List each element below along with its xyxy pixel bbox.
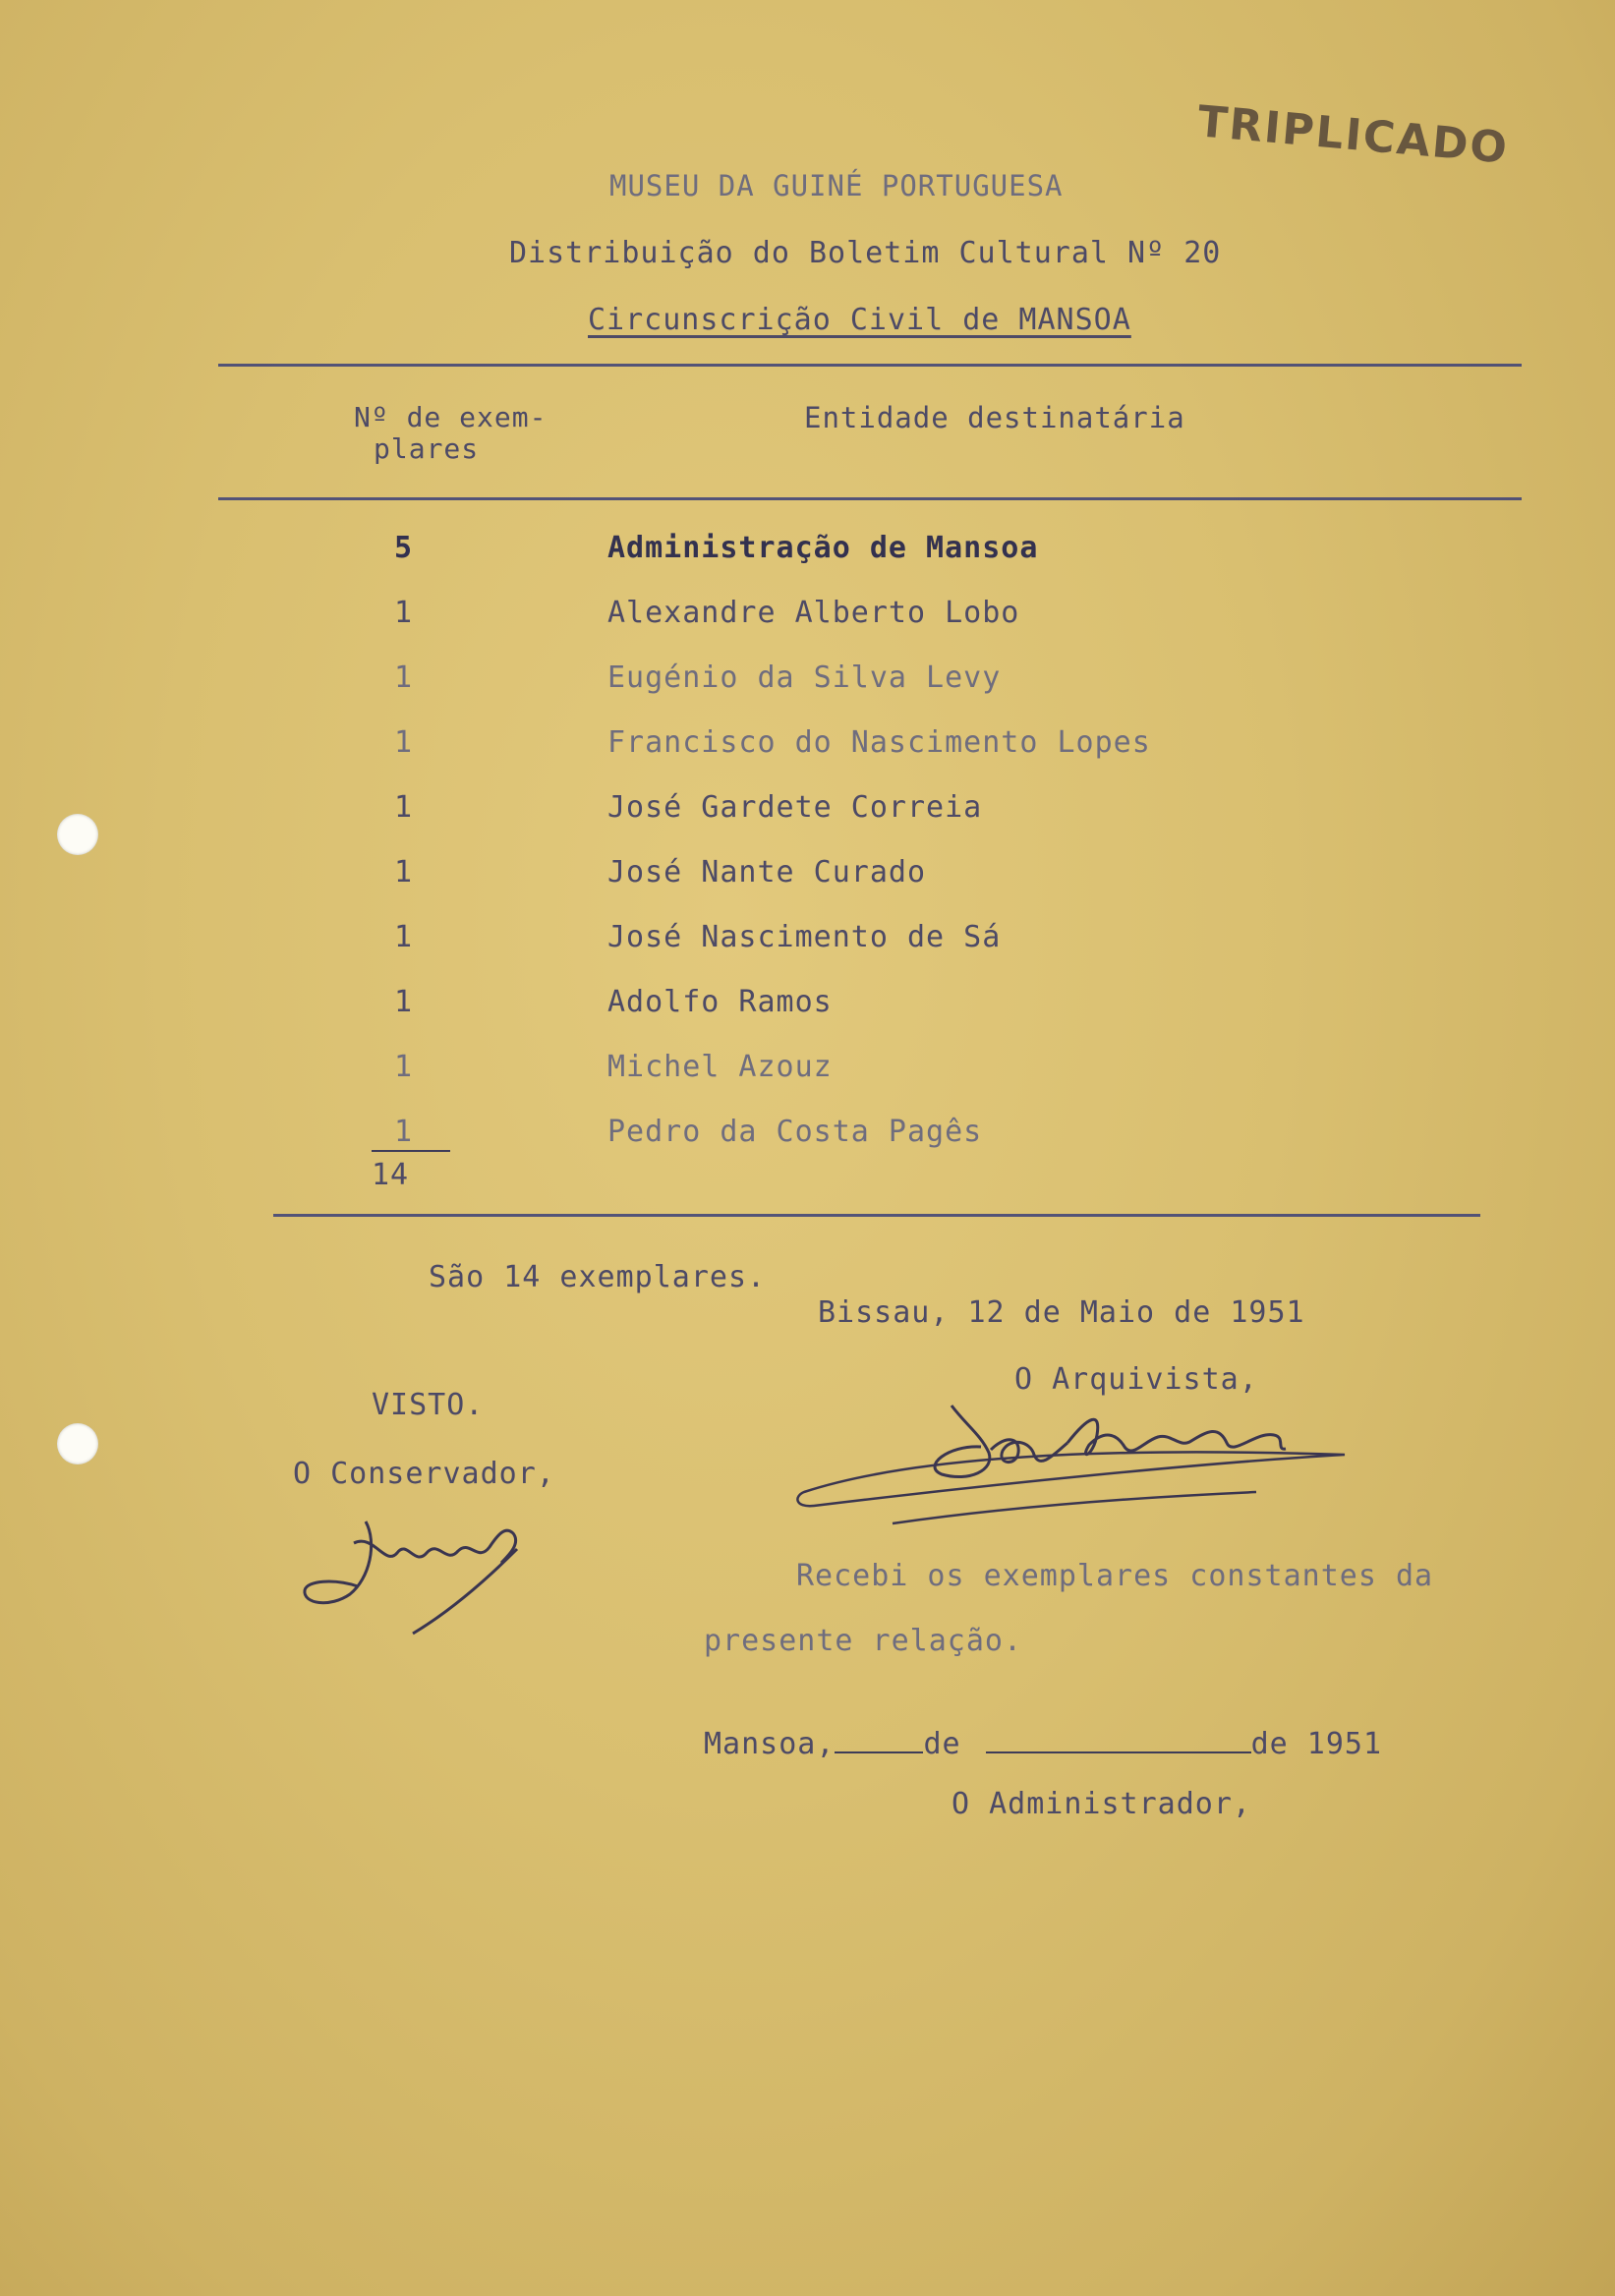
day-blank	[835, 1724, 923, 1753]
institution-heading: MUSEU DA GUINÉ PORTUGUESA	[609, 169, 1064, 202]
visto-label: VISTO.	[372, 1388, 485, 1422]
row-entity: Alexandre Alberto Lobo	[607, 596, 1020, 630]
row-entity: Adolfo Ramos	[607, 985, 833, 1019]
punch-hole	[57, 814, 98, 855]
row-qty: 1	[393, 1115, 413, 1149]
table-top-rule	[218, 364, 1522, 367]
receipt-text-line2: presente relação.	[704, 1624, 1023, 1658]
place-date: Bissau, 12 de Maio de 1951	[818, 1295, 1305, 1330]
administrador-title: O Administrador,	[952, 1787, 1251, 1821]
column-header-qty-line2: plares	[374, 432, 480, 465]
total-statement: São 14 exemplares.	[429, 1260, 767, 1294]
district-heading: Circunscrição Civil de MANSOA	[588, 303, 1131, 337]
row-qty: 5	[393, 531, 413, 565]
sum-underline	[372, 1150, 450, 1152]
conservador-signature	[295, 1504, 531, 1641]
row-entity: José Nascimento de Sá	[607, 920, 1002, 954]
mansoa-place: Mansoa,	[704, 1727, 836, 1761]
total-qty: 14	[372, 1158, 410, 1192]
conservador-title: O Conservador,	[293, 1457, 555, 1491]
triplicado-stamp: TRIPLICADO	[1195, 96, 1511, 174]
mansoa-de: de	[923, 1727, 961, 1761]
column-header-entity: Entidade destinatária	[804, 401, 1185, 434]
column-header-qty-line1: Nº de exem-	[354, 401, 548, 433]
row-qty: 1	[393, 596, 413, 630]
row-qty: 1	[393, 855, 413, 890]
row-entity: Administração de Mansoa	[607, 531, 1039, 565]
table-header-rule	[218, 497, 1522, 500]
punch-hole	[57, 1423, 98, 1464]
mansoa-date-line	[704, 1724, 1382, 1761]
row-entity: Francisco do Nascimento Lopes	[607, 725, 1151, 760]
row-qty: 1	[393, 1050, 413, 1084]
receipt-text-line1: Recebi os exemplares constantes da	[796, 1559, 1434, 1593]
row-entity: Eugénio da Silva Levy	[607, 660, 1002, 695]
row-qty: 1	[393, 660, 413, 695]
row-qty: 1	[393, 920, 413, 954]
archivist-signature	[794, 1376, 1364, 1533]
table-bottom-rule	[273, 1214, 1480, 1217]
row-qty: 1	[393, 790, 413, 825]
row-qty: 1	[393, 985, 413, 1019]
row-entity: Michel Azouz	[607, 1050, 833, 1084]
month-blank	[986, 1724, 1251, 1753]
mansoa-year: de 1951	[1250, 1727, 1383, 1761]
subject-heading: Distribuição do Boletim Cultural Nº 20	[509, 236, 1222, 270]
row-entity: Pedro da Costa Pagês	[607, 1115, 983, 1149]
archivist-title: O Arquivista,	[1014, 1362, 1258, 1397]
row-entity: José Nante Curado	[607, 855, 927, 890]
row-qty: 1	[393, 725, 413, 760]
row-entity: José Gardete Correia	[607, 790, 983, 825]
